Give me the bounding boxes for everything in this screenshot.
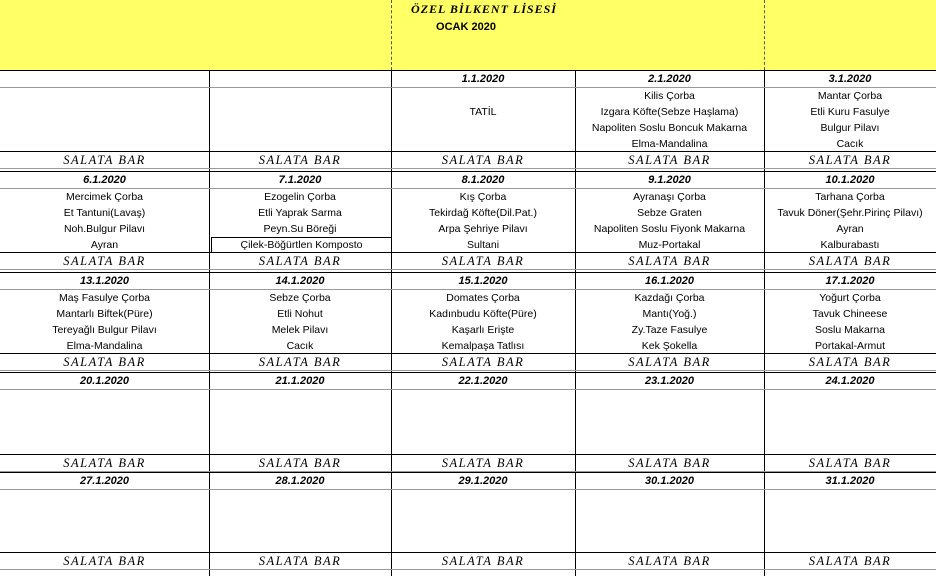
meal-item — [0, 104, 209, 120]
column-divider — [391, 70, 392, 576]
meal-item — [0, 390, 209, 406]
meal-item: Ayran — [90, 239, 119, 251]
meal-item: Ayran — [836, 223, 864, 235]
row-divider — [0, 70, 936, 71]
meal-item: TATİL — [469, 106, 497, 118]
meal-item: Tavuk Chineese — [812, 308, 888, 320]
day-date: 30.1.2020 — [645, 475, 694, 487]
meal-item — [575, 422, 764, 438]
meal-item — [391, 422, 575, 438]
salad-bar-label: SALATA BAR — [628, 152, 711, 167]
meal-item: Tavuk Döner(Şehr.Pirinç Pilavı) — [777, 207, 923, 219]
month-title: OCAK 2020 — [436, 21, 496, 33]
meal-item: Elma-Mandalina — [66, 340, 143, 352]
row-divider — [0, 389, 936, 390]
row-divider — [0, 353, 936, 354]
salad-bar-label: SALATA BAR — [441, 354, 525, 369]
day-date: 6.1.2020 — [83, 174, 126, 186]
salad-bar-label: SALATA BAR — [63, 152, 146, 167]
day-date: 20.1.2020 — [80, 375, 129, 387]
day-date: 3.1.2020 — [828, 73, 872, 85]
day-date: 2.1.2020 — [648, 73, 691, 85]
day-date: 27.1.2020 — [80, 475, 129, 487]
meal-item — [209, 490, 391, 506]
meal-item: Muz-Portakal — [638, 239, 701, 251]
column-divider — [764, 70, 765, 576]
column-divider — [575, 70, 576, 576]
salad-bar-label: SALATA BAR — [808, 152, 892, 167]
meal-item — [391, 506, 575, 522]
meal-item: Et Tantuni(Lavaş) — [63, 207, 146, 219]
meal-item: Napoliten Soslu Fiyonk Makarna — [593, 223, 746, 235]
meal-item — [575, 406, 764, 422]
meal-item — [391, 136, 575, 152]
school-title: ÖZEL BİLKENT LİSESİ — [411, 2, 557, 16]
row-divider — [0, 489, 936, 490]
meal-item: Etli Kuru Fasulye — [810, 106, 890, 118]
meal-item — [391, 490, 575, 506]
meal-item — [575, 490, 764, 506]
salad-bar-label: SALATA BAR — [63, 455, 146, 470]
salad-bar-label: SALATA BAR — [441, 253, 525, 268]
salad-bar-label: SALATA BAR — [63, 253, 146, 268]
row-divider — [0, 168, 936, 169]
meal-item: Mantar Çorba — [817, 90, 883, 102]
day-date: 17.1.2020 — [825, 275, 875, 287]
row-divider — [0, 472, 936, 473]
meal-item: Etli Yaprak Sarma — [258, 207, 342, 219]
meal-item — [575, 506, 764, 522]
meal-item: Kilis Çorba — [644, 90, 695, 102]
row-divider — [0, 272, 936, 273]
meal-item: Bulgur Pilavı — [820, 122, 880, 134]
row-divider — [0, 552, 936, 553]
salad-bar-label: SALATA BAR — [63, 553, 146, 568]
meal-item — [0, 506, 209, 522]
meal-item — [391, 120, 575, 136]
row-divider — [0, 569, 936, 570]
salad-bar-label: SALATA BAR — [628, 354, 711, 369]
meal-item — [391, 88, 575, 104]
salad-bar-label: SALATA BAR — [441, 152, 525, 167]
day-date: 9.1.2020 — [648, 174, 691, 186]
row-divider — [0, 171, 936, 172]
meal-item — [0, 120, 209, 136]
row-divider — [0, 289, 936, 290]
meal-item: Yoğurt Çorba — [819, 292, 881, 304]
meal-item: Tereyağlı Bulgur Pilavı — [52, 324, 157, 336]
day-date: 29.1.2020 — [458, 475, 508, 487]
meal-item: Mantı(Yoğ.) — [642, 308, 697, 320]
meal-item: Noh.Bulgur Pilavı — [63, 223, 146, 235]
day-date: 1.1.2020 — [461, 73, 505, 85]
meal-item — [209, 120, 391, 136]
meal-item — [391, 438, 575, 454]
meal-item: Elma-Mandalina — [631, 138, 708, 150]
salad-bar-label: SALATA BAR — [258, 553, 342, 568]
meal-item: Tekirdağ Köfte(Dil.Pat.) — [429, 207, 537, 219]
day-date — [0, 71, 209, 87]
day-date: 24.1.2020 — [825, 375, 875, 387]
salad-bar-label: SALATA BAR — [258, 152, 342, 167]
meal-item: Portakal-Armut — [814, 340, 886, 352]
meal-item — [209, 438, 391, 454]
meal-item: Arpa Şehriye Pilavı — [438, 223, 528, 235]
row-divider — [0, 188, 936, 189]
meal-item — [764, 506, 936, 522]
day-date: 7.1.2020 — [278, 174, 322, 186]
meal-item — [209, 522, 391, 538]
meal-item — [0, 88, 209, 104]
salad-bar-label: SALATA BAR — [808, 354, 892, 369]
day-date: 21.1.2020 — [275, 375, 325, 387]
meal-item: Izgara Köfte(Sebze Haşlama) — [600, 106, 739, 118]
header-column-divider — [391, 0, 392, 70]
meal-item: Cacık — [836, 138, 864, 150]
meal-item — [575, 390, 764, 406]
day-date: 31.1.2020 — [825, 475, 875, 487]
salad-bar-label: SALATA BAR — [628, 455, 711, 470]
meal-item — [0, 422, 209, 438]
meal-item: Çilek-Böğürtlen Komposto — [211, 237, 392, 253]
meal-item: Kemalpaşa Tatlısı — [441, 340, 525, 352]
row-divider — [0, 252, 936, 253]
meal-item — [209, 390, 391, 406]
salad-bar-label: SALATA BAR — [441, 553, 525, 568]
row-divider — [0, 269, 936, 270]
meal-item — [0, 490, 209, 506]
salad-bar-label: SALATA BAR — [628, 553, 711, 568]
meal-item — [0, 438, 209, 454]
meal-item — [575, 438, 764, 454]
meal-item: Kek Şokella — [641, 340, 698, 352]
meal-item — [0, 406, 209, 422]
salad-bar-label: SALATA BAR — [441, 455, 525, 470]
day-date: 15.1.2020 — [458, 275, 508, 287]
row-divider — [0, 372, 936, 373]
meal-item — [764, 438, 936, 454]
meal-item: Tarhana Çorba — [815, 191, 885, 203]
salad-bar-label: SALATA BAR — [628, 253, 711, 268]
meal-item: Sebze Çorba — [269, 292, 331, 304]
meal-item: Kadınbudu Köfte(Püre) — [429, 308, 537, 320]
meal-item: Ezogelin Çorba — [264, 191, 336, 203]
meal-item: Mercimek Çorba — [65, 191, 144, 203]
day-date: 16.1.2020 — [645, 275, 694, 287]
salad-bar-label: SALATA BAR — [258, 455, 342, 470]
meal-item — [764, 522, 936, 538]
meal-item: Kalburabastı — [820, 239, 880, 251]
meal-item: Kış Çorba — [459, 191, 507, 203]
row-divider — [0, 370, 936, 371]
salad-bar-label: SALATA BAR — [808, 553, 892, 568]
day-date: 14.1.2020 — [275, 275, 325, 287]
day-date: 28.1.2020 — [275, 475, 325, 487]
row-divider — [0, 454, 936, 455]
day-date: 8.1.2020 — [461, 174, 505, 186]
meal-item: Melek Pilavı — [271, 324, 329, 336]
meal-item: Ayranaşı Çorba — [633, 191, 706, 203]
meal-item — [764, 390, 936, 406]
meal-item — [764, 422, 936, 438]
header-column-divider — [764, 0, 765, 70]
meal-item — [209, 136, 391, 152]
meal-item — [209, 506, 391, 522]
meal-item: Cacık — [286, 340, 314, 352]
meal-item: Napoliten Soslu Boncuk Makarna — [591, 122, 748, 134]
meal-item — [209, 104, 391, 120]
meal-item: Kazdağı Çorba — [634, 292, 705, 304]
meal-item: Maş Fasulye Çorba — [58, 292, 151, 304]
day-date: 22.1.2020 — [458, 375, 508, 387]
salad-bar-label: SALATA BAR — [258, 354, 342, 369]
meal-item: Zy.Taze Fasulye — [631, 324, 708, 336]
meal-item — [391, 390, 575, 406]
column-divider — [209, 70, 210, 576]
salad-bar-label: SALATA BAR — [808, 455, 892, 470]
row-divider — [0, 151, 936, 152]
meal-item — [764, 406, 936, 422]
meal-item — [764, 490, 936, 506]
day-date: 10.1.2020 — [825, 174, 875, 186]
day-date — [209, 71, 391, 87]
meal-item: Mantarlı Biftek(Püre) — [56, 308, 153, 320]
meal-item: Kaşarlı Erişte — [451, 324, 515, 336]
meal-item — [391, 522, 575, 538]
meal-item — [209, 406, 391, 422]
meal-item: Sultani — [466, 239, 500, 251]
meal-item — [391, 406, 575, 422]
meal-item — [575, 522, 764, 538]
meal-item — [209, 88, 391, 104]
meal-item — [0, 522, 209, 538]
day-date: 13.1.2020 — [80, 275, 129, 287]
meal-item — [0, 136, 209, 152]
meal-item — [209, 422, 391, 438]
meal-item: Soslu Makarna — [814, 324, 886, 336]
meal-item: Domates Çorba — [446, 292, 520, 304]
salad-bar-label: SALATA BAR — [63, 354, 146, 369]
meal-item: Sebze Graten — [637, 207, 702, 219]
row-divider — [0, 87, 936, 88]
meal-item: Etli Nohut — [277, 308, 323, 320]
day-date: 23.1.2020 — [645, 375, 694, 387]
salad-bar-label: SALATA BAR — [808, 253, 892, 268]
meal-item: Peyn.Su Böreği — [263, 223, 337, 235]
salad-bar-label: SALATA BAR — [258, 253, 342, 268]
